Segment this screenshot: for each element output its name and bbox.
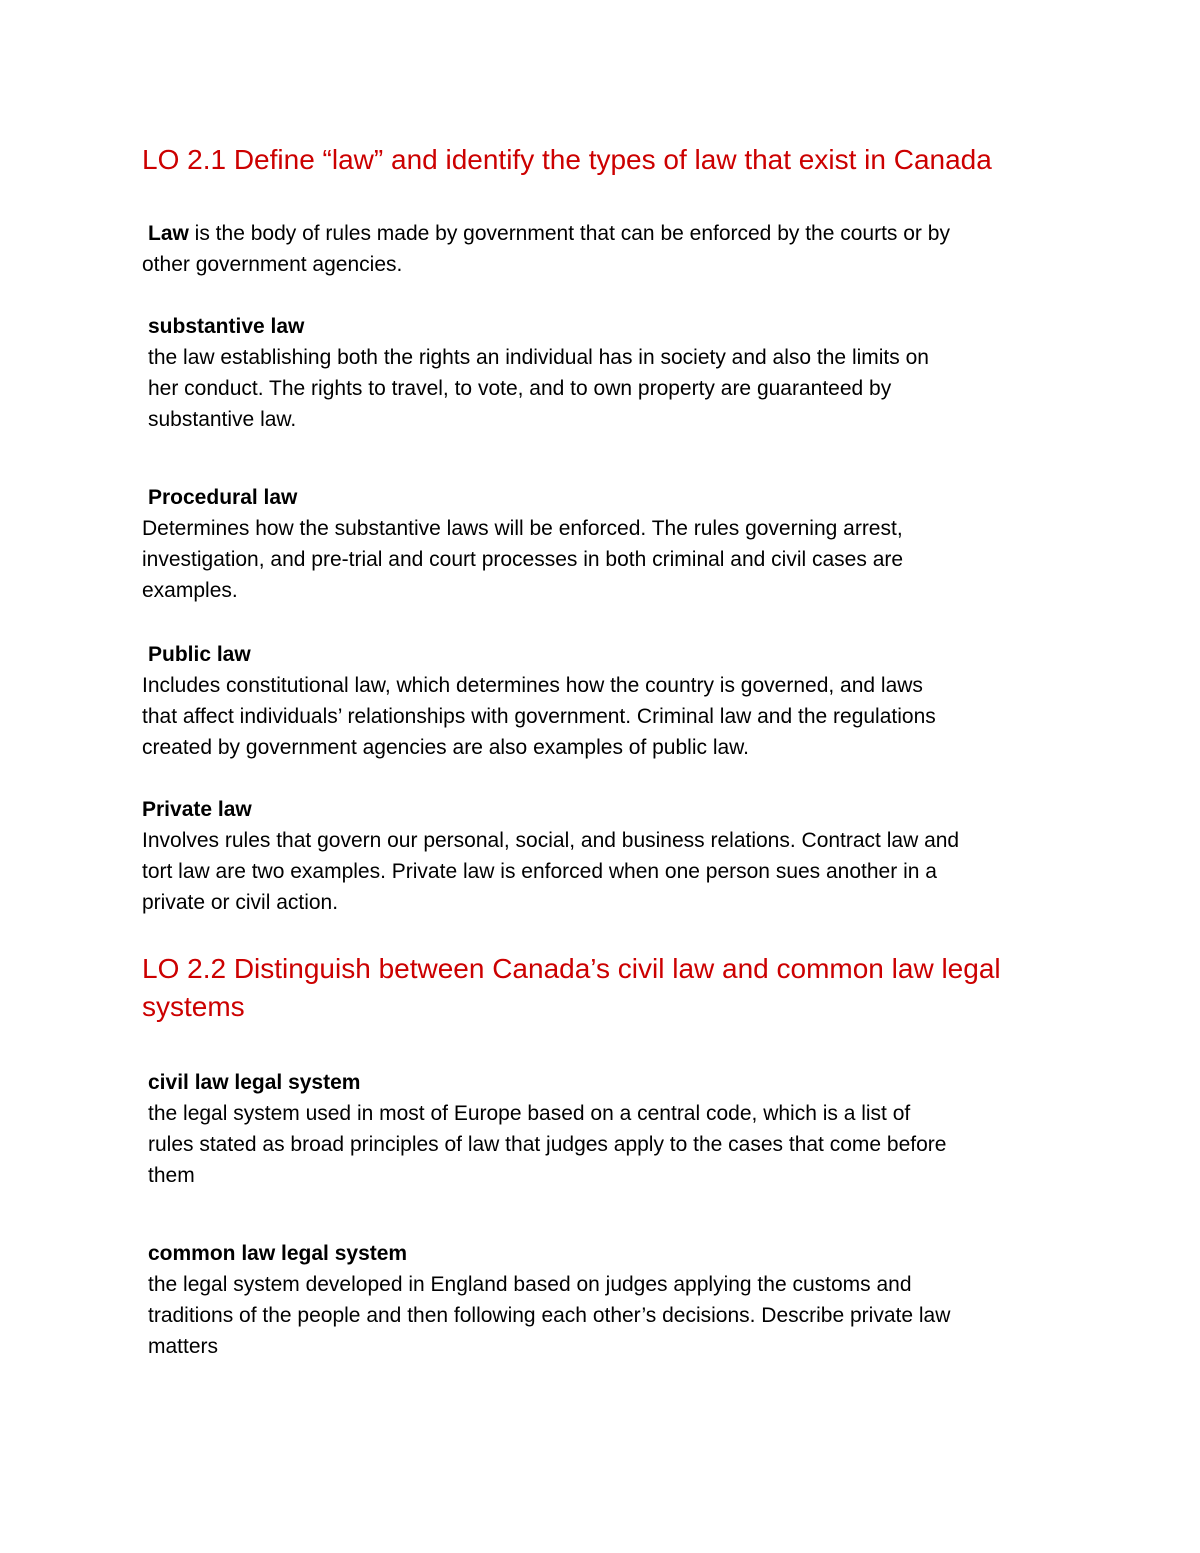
definition-line: private or civil action. <box>142 891 339 914</box>
definition-procedural-law <box>142 482 903 606</box>
law-term: Law <box>148 222 189 245</box>
definition-substantive-law <box>148 311 929 435</box>
definition-line: rules stated as broad principles of law that judges apply to the cases that come before <box>148 1133 947 1156</box>
term-substantive-law: substantive law <box>148 315 305 338</box>
definition-line: her conduct. The rights to travel, to vote, and to own property are guaranteed by <box>148 377 892 400</box>
definition-line: the legal system developed in England based on judges applying the customs and <box>148 1273 912 1296</box>
definition-line: created by government agencies are also examples of public law. <box>142 736 750 759</box>
definition-common-law-legal-system <box>148 1238 950 1362</box>
section-2-heading <box>142 950 1001 1026</box>
definition-line: them <box>148 1164 195 1187</box>
definition-civil-law-legal-system <box>148 1067 946 1191</box>
definition-line: matters <box>148 1335 219 1358</box>
definition-line: the legal system used in most of Europe based on a central code, which is a list of <box>148 1102 911 1125</box>
term-common-law-legal-system: common law legal system <box>148 1242 408 1265</box>
term-procedural-law: Procedural law <box>148 486 298 509</box>
definition-line: examples. <box>142 579 238 602</box>
section-1-heading: LO 2.1 Define “law” and identify the types of law that exist in Canada <box>142 144 992 175</box>
section-2-heading-line-2: systems <box>142 991 245 1022</box>
definition-line: substantive law. <box>148 408 297 431</box>
law-definition-line-1: is the body of rules made by government that can be enforced by the courts or by <box>188 222 950 245</box>
definition-private-law <box>142 794 959 918</box>
definition-line: Involves rules that govern our personal, social, and business relations. Contract law and <box>142 829 960 852</box>
definition-line: Includes constitutional law, which determines how the country is governed, and laws <box>142 674 923 697</box>
term-private-law: Private law <box>142 798 252 821</box>
definition-line: the law establishing both the rights an individual has in society and also the limits on <box>148 346 929 369</box>
definition-public-law <box>142 639 936 763</box>
definition-line: that affect individuals’ relationships with government. Criminal law and the regulations <box>142 705 936 728</box>
section-2-heading-line-1: LO 2.2 Distinguish between Canada’s civil law and common law legal <box>142 953 1001 984</box>
term-civil-law-legal-system: civil law legal system <box>148 1071 361 1094</box>
definition-line: tort law are two examples. Private law is enforced when one person sues another in a <box>142 860 937 883</box>
term-public-law: Public law <box>148 643 251 666</box>
law-definition-line-2: other government agencies. <box>142 253 403 276</box>
definition-line: traditions of the people and then following each other’s decisions. Describe private law <box>148 1304 951 1327</box>
definition-line: Determines how the substantive laws will be enforced. The rules governing arrest, <box>142 517 903 540</box>
definition-line: investigation, and pre-trial and court processes in both criminal and civil cases are <box>142 548 904 571</box>
law-definition <box>142 218 950 280</box>
